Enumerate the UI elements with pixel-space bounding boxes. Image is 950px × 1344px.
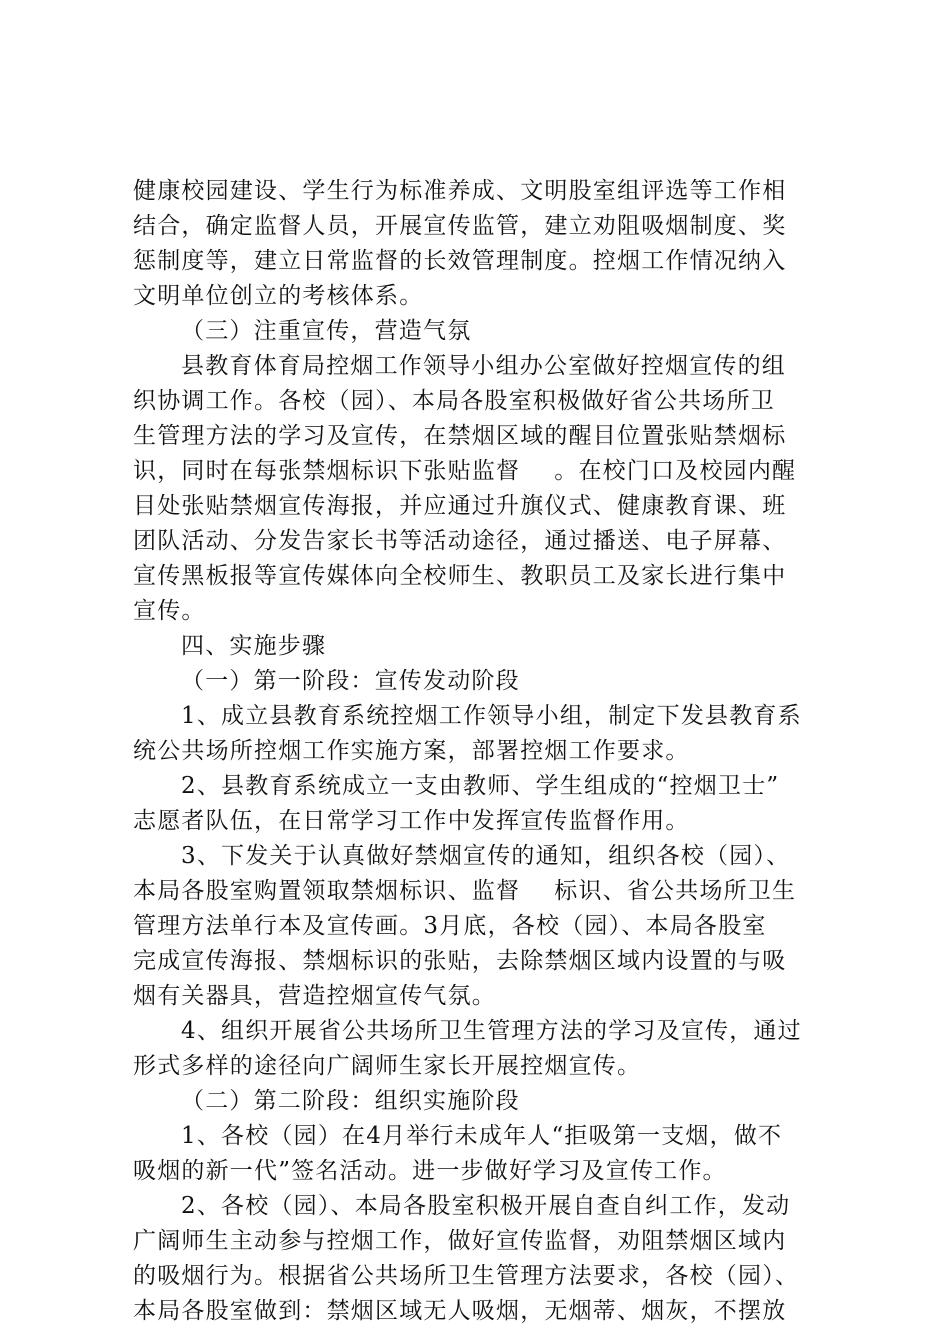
text-line: 统公共场所控烟工作实施方案，部署控烟工作要求。 [133,738,690,764]
text-line: 惩制度等，建立日常监督的长效管理制度。控烟工作情况纳入 [133,248,787,274]
text-line: 识，同时在每张禁烟标识下张贴监督 。在校门口及校园内醒 [133,458,797,484]
text-line: 管理方法单行本及宣传画。3月底，各校（园）、本局各股室 [133,913,767,939]
text-line: 吸烟的新一代”签名活动。进一步做好学习及宣传工作。 [133,1158,727,1184]
text-line: 完成宣传海报、禁烟标识的张贴，去除禁烟区域内设置的与吸 [133,948,787,974]
section-heading: （二）第二阶段：组织实施阶段 [181,1088,520,1114]
section-heading: 四、实施步骤 [181,633,327,659]
text-line: 宣传。 [133,598,206,624]
section-heading: （一）第一阶段：宣传发动阶段 [181,668,520,694]
text-line: 烟有关器具，营造控烟宣传气氛。 [133,983,496,1009]
text-line: 宣传黑板报等宣传媒体向全校师生、教职员工及家长进行集中 [133,563,787,589]
text-line: 结合，确定监督人员，开展宣传监管，建立劝阻吸烟制度、奖 [133,213,787,239]
text-line: 健康校园建设、学生行为标准养成、文明股室组评选等工作相 [133,178,787,204]
text-line: 的吸烟行为。根据省公共场所卫生管理方法要求，各校（园）、 [133,1263,800,1289]
text-line: 志愿者队伍，在日常学习工作中发挥宣传监督作用。 [133,808,690,834]
text-line: 4、组织开展省公共场所卫生管理方法的学习及宣传，通过 [181,1018,802,1044]
text-line: 团队活动、分发告家长书等活动途径，通过播送、电子屏幕、 [133,528,787,554]
text-line: 目处张贴禁烟宣传海报，并应通过升旗仪式、健康教育课、班 [133,493,787,519]
section-heading: （三）注重宣传，营造气氛 [181,318,472,344]
text-line: 文明单位创立的考核体系。 [133,283,424,309]
text-line: 1、成立县教育系统控烟工作领导小组，制定下发县教育系 [181,703,802,729]
text-line: 3、下发关于认真做好禁烟宣传的通知，组织各校（园）、 [181,843,791,869]
text-line: 生管理方法的学习及宣传，在禁烟区域的醒目位置张贴禁烟标 [133,423,787,449]
text-line: 形式多样的途径向广阔师生家长开展控烟宣传。 [133,1053,642,1079]
text-line: 1、各校（园）在4月举行未成年人“拒吸第一支烟，做不 [181,1123,783,1149]
text-line: 县教育体育局控烟工作领导小组办公室做好控烟宣传的组 [181,353,786,379]
text-line: 2、县教育系统成立一支由教师、学生组成的“控烟卫士” [181,773,780,799]
text-line: 织协调工作。各校（园）、本局各股室积极做好省公共场所卫 [133,388,775,414]
text-line: 本局各股室做到：禁烟区域无人吸烟，无烟蒂、烟灰，不摆放 [133,1298,787,1324]
text-line: 本局各股室购置领取禁烟标识、监督 标识、省公共场所卫生 [133,878,797,904]
text-line: 2、各校（园）、本局各股室积极开展自查自纠工作，发动 [181,1193,791,1219]
text-line: 广阔师生主动参与控烟工作，做好宣传监督，劝阻禁烟区域内 [133,1228,787,1254]
